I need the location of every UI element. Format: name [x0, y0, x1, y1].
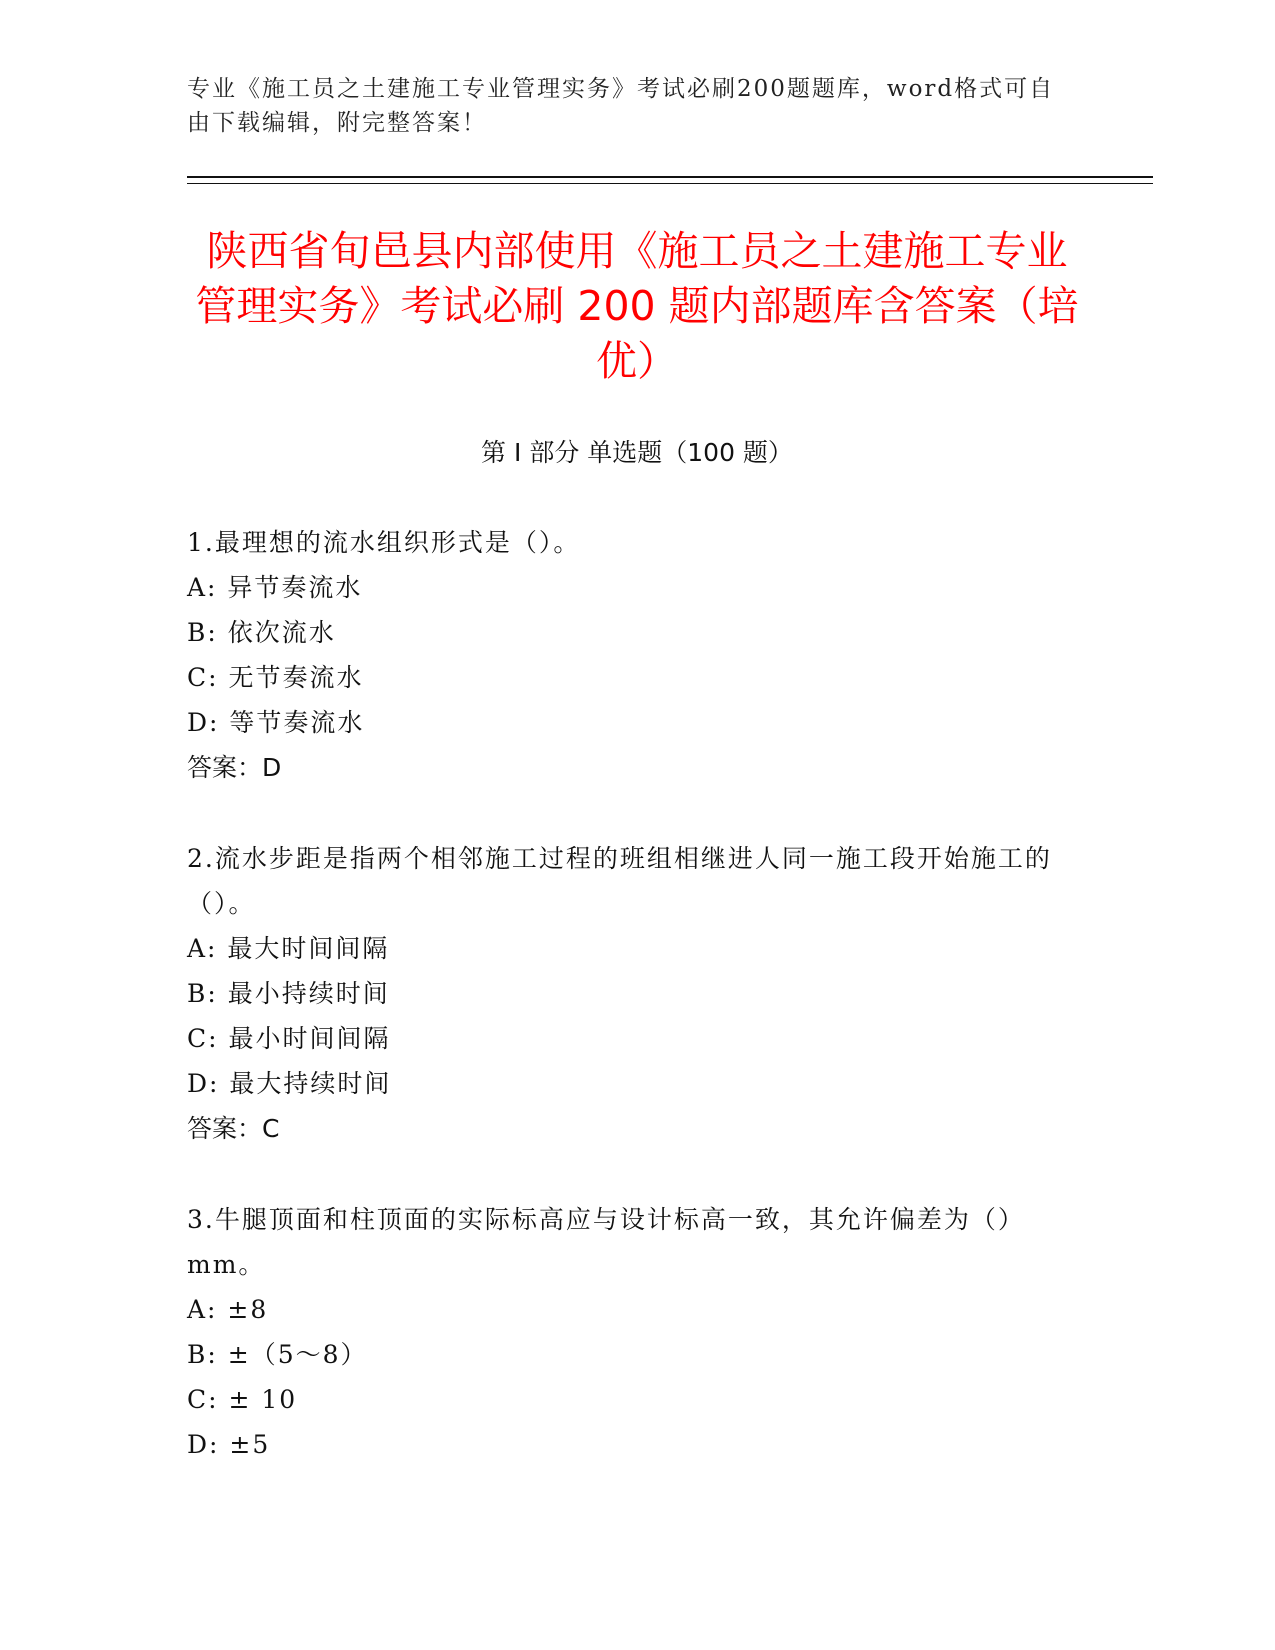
option-c: C: ± 10: [187, 1385, 298, 1414]
question-stem: 3.牛腿顶面和柱顶面的实际标高应与设计标高一致，其允许偏差为（）mm。: [187, 1205, 1025, 1279]
option-b: B: ±（5～8）: [187, 1340, 368, 1369]
header-note: 专业《施工员之土建施工专业管理实务》考试必刷200题题库，word格式可自由下载编辑，附完整答案！: [187, 76, 1055, 136]
answer: 答案：C: [187, 1114, 280, 1143]
option-a: A: 异节奏流水: [187, 573, 363, 602]
question-stem: 1.最理想的流水组织形式是（）。: [187, 528, 581, 557]
option-a: A: 最大时间间隔: [187, 934, 390, 963]
header-rule-thin: [187, 183, 1153, 184]
question-3: [187, 1197, 1067, 1467]
option-d: D: 等节奏流水: [187, 708, 365, 737]
section-title: 第 I 部分 单选题（100 题）: [481, 438, 793, 467]
option-c: C: 最小时间间隔: [187, 1024, 391, 1053]
question-2: [187, 836, 1067, 1151]
document-title: 陕西省旬邑县内部使用《施工员之土建施工专业管理实务》考试必刷 200 题内部题库含答案（培优）: [195, 227, 1079, 385]
option-d: D: 最大持续时间: [187, 1069, 392, 1098]
option-b: B: 依次流水: [187, 618, 336, 647]
question-list: [187, 520, 1067, 1513]
option-d: D: ±5: [187, 1430, 271, 1459]
option-a: A: ±8: [187, 1295, 269, 1324]
option-b: B: 最小持续时间: [187, 979, 390, 1008]
header-rule-thick: [187, 176, 1153, 178]
question-1: [187, 520, 1067, 790]
option-c: C: 无节奏流水: [187, 663, 364, 692]
answer: 答案：D: [187, 753, 282, 782]
question-stem: 2.流水步距是指两个相邻施工过程的班组相继进人同一施工段开始施工的（）。: [187, 844, 1052, 918]
